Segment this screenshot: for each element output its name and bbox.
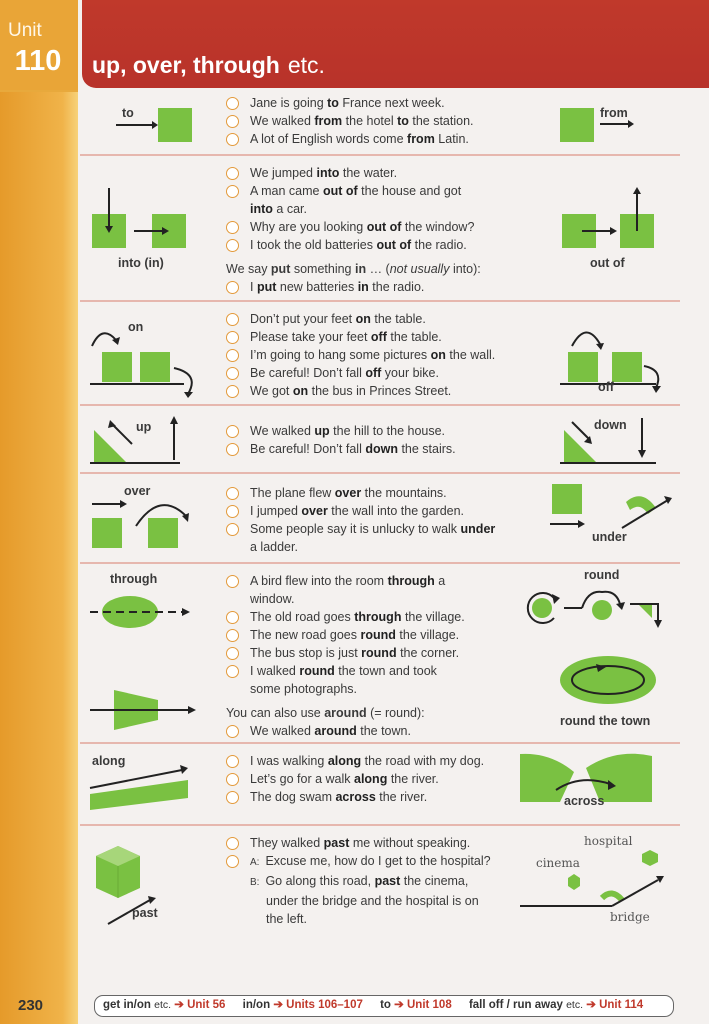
label-to: to: [122, 106, 134, 120]
xref-item[interactable]: to ➔ Unit 108: [380, 999, 452, 1011]
unit-label: Unit: [8, 20, 42, 41]
content-area: [80, 88, 709, 998]
label-over: over: [124, 484, 151, 498]
dialogue-b-cont: under the bridge and the hospital is on: [266, 894, 479, 908]
label-round: round: [584, 568, 620, 582]
sentence: A bird flew into the room through a: [226, 572, 465, 590]
sentence: I put new batteries in the radio.: [226, 278, 481, 296]
label-under: under: [592, 530, 627, 544]
label-on: on: [128, 320, 144, 334]
sentence: We walked from the hotel to the station.: [226, 112, 474, 130]
sentence: A man came out of the house and got: [226, 182, 481, 200]
sentence: Don’t put your feet on the table.: [226, 310, 495, 328]
unit-box: [0, 0, 78, 90]
sentence: They walked past me without speaking.: [226, 834, 491, 852]
arrow-icon: ➔: [273, 999, 283, 1011]
sentence: The new road goes round the village.: [226, 626, 465, 644]
arrow-icon: ➔: [586, 999, 596, 1011]
label-off: off: [598, 380, 614, 394]
sentence: The plane flew over the mountains.: [226, 484, 495, 502]
dialogue-a: A: Excuse me, how do I get to the hospital?: [226, 852, 491, 872]
arrow-icon: ➔: [174, 999, 184, 1011]
label-up: up: [136, 420, 152, 434]
into-diagram: [90, 186, 200, 256]
label-past: past: [132, 906, 158, 920]
usage-note: You can also use around (= round):: [226, 706, 425, 720]
to-diagram: [112, 108, 202, 148]
sentence: Why are you looking out of the window?: [226, 218, 481, 236]
section-into-out: [80, 156, 680, 302]
arrow-icon: ➔: [394, 999, 404, 1011]
sentence: The dog swam across the river.: [226, 788, 484, 806]
title-etc: etc.: [287, 52, 325, 78]
sentence: We got on the bus in Princes Street.: [226, 382, 495, 400]
label-from: from: [600, 106, 628, 120]
label-hospital: hospital: [584, 834, 633, 848]
sentence-cont: into a car.: [250, 202, 307, 216]
label-round-the-town: round the town: [560, 714, 651, 728]
sentence: Please take your feet off the table.: [226, 328, 495, 346]
sentence: We jumped into the water.: [226, 164, 481, 182]
sentence-cont: a ladder.: [250, 540, 298, 554]
round-diagram: [524, 586, 684, 630]
sentence: We walked up the hill to the house.: [226, 422, 456, 440]
unit-number: 110: [14, 45, 62, 77]
sentence: I was walking along the road with my dog.: [226, 752, 484, 770]
usage-note: We say put something in … (not usually into):: [226, 262, 481, 276]
sentence: Be careful! Don’t fall off your bike.: [226, 364, 495, 382]
cross-reference-bar: [94, 995, 674, 1017]
label-into: into (in): [118, 256, 164, 270]
sentence: Some people say it is unlucky to walk under: [226, 520, 495, 538]
dialogue-b-cont: the left.: [266, 912, 307, 926]
sentence: Be careful! Don’t fall down the stairs.: [226, 440, 456, 458]
label-along: along: [92, 754, 126, 768]
sentence: We walked around the town.: [226, 722, 465, 740]
sentence: Jane is going to France next week.: [226, 94, 474, 112]
sentence-cont: some photographs.: [250, 682, 358, 696]
round-town-diagram: [556, 652, 666, 712]
label-down: down: [594, 418, 627, 432]
label-through: through: [110, 572, 158, 586]
xref-item[interactable]: fall off / run away etc. ➔ Unit 114: [468, 999, 644, 1011]
through-diagram: [88, 590, 198, 634]
section-on-off: [80, 302, 680, 406]
title-text: up, over, through: [92, 52, 280, 78]
sentence-cont: window.: [250, 592, 295, 606]
section-along-across: [80, 744, 680, 826]
dialogue-b: B: Go along this road, past the cinema,: [250, 874, 469, 888]
through-tunnel-diagram: [88, 688, 198, 732]
xref-item[interactable]: get in/on etc. ➔ Unit 56: [103, 999, 226, 1011]
off-diagram: [560, 316, 680, 396]
page-number: 230: [18, 997, 44, 1014]
sentence: The old road goes through the village.: [226, 608, 465, 626]
sentence: I jumped over the wall into the garden.: [226, 502, 495, 520]
sentence: A lot of English words come from Latin.: [226, 130, 474, 148]
sentence: The bus stop is just round the corner.: [226, 644, 465, 662]
label-bridge: bridge: [610, 910, 650, 924]
section-up-down: [80, 406, 680, 474]
page-title: [92, 52, 325, 79]
label-out-of: out of: [590, 256, 625, 270]
section-over-under: [80, 474, 680, 564]
along-diagram: [88, 764, 200, 814]
label-across: across: [564, 794, 605, 808]
out-of-diagram: [560, 186, 670, 256]
xref-item[interactable]: in/on ➔ Units 106–107: [242, 999, 363, 1011]
label-cinema: cinema: [536, 856, 580, 870]
section-past: [80, 826, 680, 930]
spine-band: [0, 92, 78, 1024]
sentence: Let’s go for a walk along the river.: [226, 770, 484, 788]
sentence: I’m going to hang some pictures on the wall.: [226, 346, 495, 364]
sentence: I walked round the town and took: [226, 662, 465, 680]
section-to-from: [80, 88, 680, 156]
sentence: I took the old batteries out of the radio.: [226, 236, 481, 254]
section-through-round: [80, 564, 680, 744]
over-diagram: [90, 496, 200, 556]
on-off-diagram-left: [88, 318, 208, 398]
